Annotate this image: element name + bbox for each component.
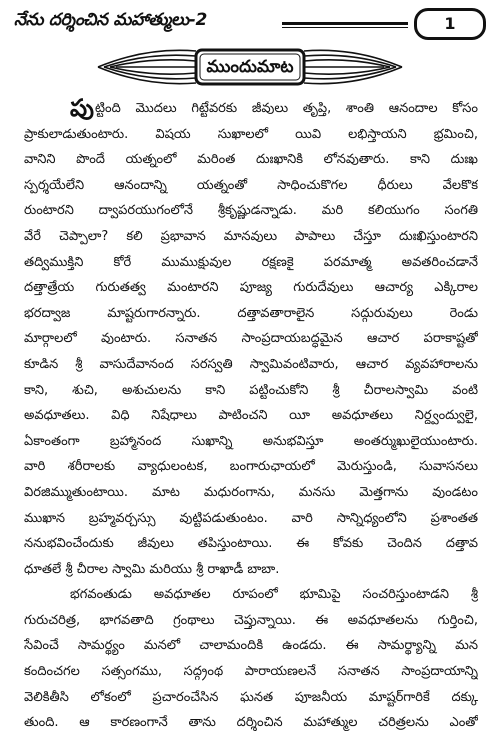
text-line: సేవించే సామర్థ్యం మనలో చాలామందికి ఉండదు. ఈ సామర్థ్యాన్ని మన (24, 638, 478, 654)
text-line: వానిని పొందే యత్నంలో మరింత దుఃఖానికి లోనవుతారు. కాని దుఃఖ (24, 152, 478, 168)
text-line: వారి శరీరాలకు వ్యాధులంటక, బంగారుఛాయలో మెరుస్తుండి, సువాసనలు (24, 459, 478, 475)
text-line: తుంది. ఆ కారణంగానే తాను దర్శించిన మహాత్ముల చరిత్రలను ఎంతో (24, 715, 478, 731)
text-line: మార్గాలలో వుంటారు. సనాతన సాంప్రదాయబద్ధమైన ఆచార పరాకాష్టతో (24, 331, 478, 347)
section-banner (96, 46, 404, 88)
text-line: ధూతలే శ్రీ చీరాల స్వామి మరియు శ్రీ రాఖాడీ బాబా. (24, 561, 280, 577)
text-line: అవధూతలు. విధి నిషేధాలు పాటించని యీ అవధూతలు నిర్ద్వంద్వులై, (24, 408, 478, 424)
page-number: 1 (414, 8, 486, 40)
page-header (12, 8, 488, 40)
text-line: గురుచరిత్ర, భాగవతాది గ్రంథాలు చెప్తున్నాయి. ఈ అవధూతలను గుర్తించి, (24, 612, 478, 628)
preface-text (24, 96, 478, 736)
section-title: ముందుమాట (206, 57, 294, 77)
text-line: వేరే చెప్పాలా? కలి ప్రభావాన మానవులు పాపాలు చేస్తూ దుఃఖిస్తుంటారని (24, 228, 478, 244)
text-line: ననుభవించేందుకు జీవులు తపిస్తుంటాయి. ఈ కోవకు చెందిన దత్తావ (24, 536, 478, 552)
header-rule (282, 22, 408, 28)
text-line: వెలికితీసి లోకంలో ప్రచారంచేసిన ఘనత పూజనీయ మాష్టర్‌గారికే దక్కు (24, 689, 478, 705)
text-line: భగవంతుడు అవధూతల రూపంలో భూమిపై సంచరిస్తుంటాడని శ్రీ (70, 587, 478, 603)
text-line: విరజిమ్ముతుంటాయి. మాట మధురంగాను, మనసు మెత్తగాను వుండటం (24, 484, 478, 500)
book-title: నేను దర్శించిన మహాత్ములు-2 (14, 10, 208, 30)
drop-cap: పు (70, 96, 94, 122)
text-line: స్పర్శయేలేని ఆనందాన్ని యత్నంతో సాధించుకొగల ధీరులు వేలకొక (24, 177, 478, 193)
text-line-content: ట్టింది మొదలు గిట్టేవరకు జీవులు తృప్తి, శాంతి ఆనందాల కోసం (94, 101, 478, 116)
text-line: ముఖాన బ్రహ్మవర్చస్సు వుట్టిపడుతుంటం. వారి సాన్నిధ్యంలోని ప్రశాంతత (24, 510, 478, 526)
text-line (24, 96, 478, 122)
text-line: కందించగల సత్సంగము, సద్గ్రంథ పారాయణలనే సనాతన సాంప్రదాయాన్ని (24, 664, 478, 680)
text-line: కూడిన శ్రీ వాసుదేవానంద సరస్వతి స్వామివంటివారు, ఆచార వ్యవహారాలను (24, 356, 478, 372)
text-line: ఏకాంతంగా బ్రహ్మానంద సుఖాన్ని అనుభవిస్తూ అంతర్ముఖులైయుంటారు. (24, 433, 478, 449)
text-line: భరద్వాజ మాష్టరుగారన్నారు. దత్తావతారాలైన సద్గురువులు రెండు (24, 305, 478, 321)
text-line: రుంటారని ద్వాపరయుగంలోనే శ్రీకృష్ణుడన్నాడు. మరి కలియుగం సంగతి (24, 203, 478, 219)
text-line: కాని, శుచి, అశుచులను కాని పట్టించుకోని శ్రీ చీరాలస్వామి వంటి (24, 382, 478, 398)
text-line: దత్తాత్రేయ గురుతత్వ మంటారని పూజ్య గురుదేవులు ఆచార్య ఎక్కిరాల (24, 280, 478, 296)
text-line: ప్రాకులాడుతుంటారు. విషయ సుఖాలలో యివి లభిస్తాయని భ్రమించి, (24, 126, 478, 142)
text-line: తద్విముక్తిని కోరే ముముక్షువుల రక్షణకై పరమాత్మ అవతరించడానే (24, 254, 478, 270)
